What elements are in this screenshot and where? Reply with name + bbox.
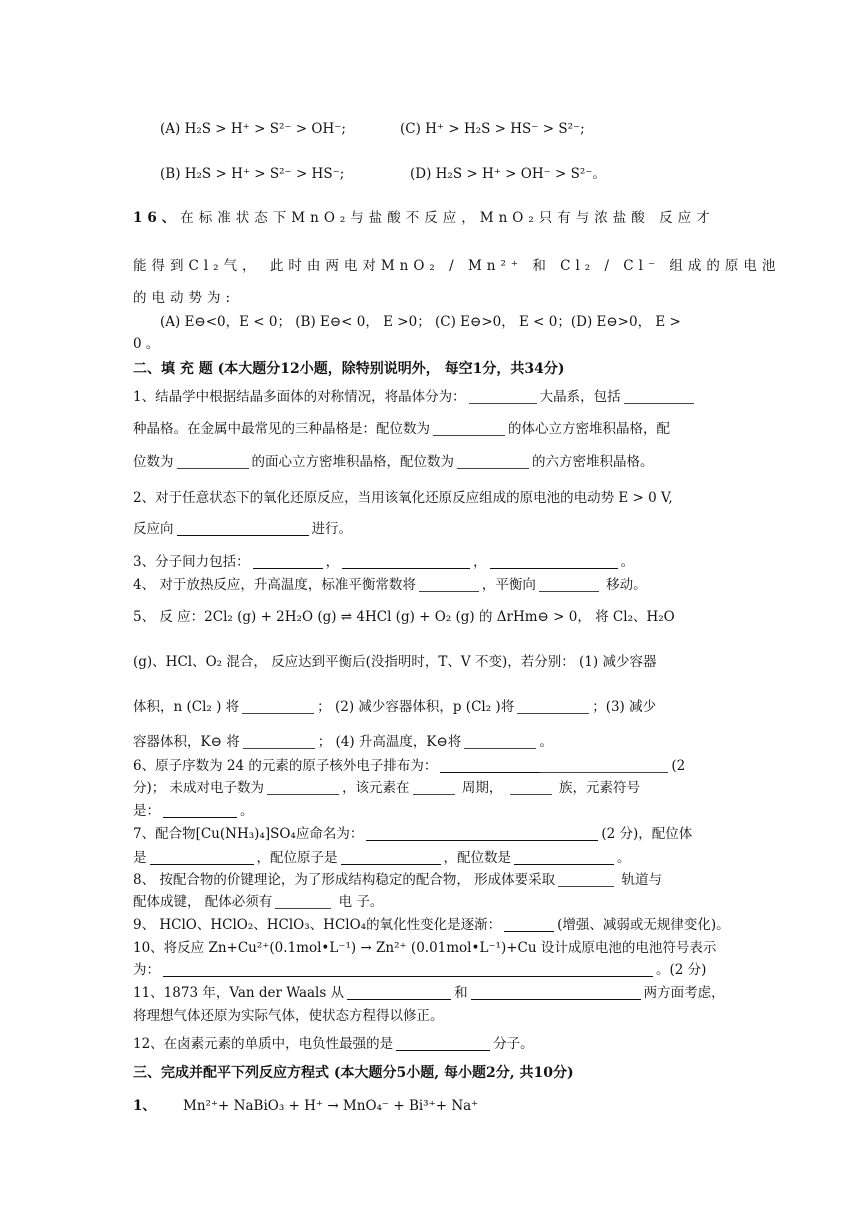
section-2-title: 二、填 充 题 (本大题分12小题，除特别说明外， 每空1分，共34分) [133,361,565,377]
fill-q5-text-c: 体积，n (Cl₂ ) 将 [133,699,240,715]
fill-q4-text-a: 4、 对于放热反应，升高温度，标准平衡常数将 [133,577,416,593]
fill-q7-text-f: 。 [617,850,631,866]
q15-option-a: (A) H₂S > H⁺ > S²⁻ > OH⁻; [160,121,346,137]
fill-q10-text-b: 为： [133,962,160,978]
fill-q9-text-a: 9、 HClO、HClO₂、HClO₃、HClO₄的氧化性变化是逐渐： [133,917,502,933]
fill-q5-blank-4[interactable] [464,734,536,749]
fill-q8-blank-2[interactable] [275,894,331,909]
fill-q3-blank-2[interactable] [342,554,470,569]
fill-q11-blank-2[interactable] [471,985,641,1000]
fill-q12-line [133,1036,765,1054]
fill-q10-line-2 [133,962,765,980]
fill-q10-text-c: 。(2 分) [656,962,707,978]
fill-q11-line-2: 将理想气体还原为实际气体，使状态方程得以修正。 [133,1008,444,1024]
fill-q1-blank-1[interactable] [469,389,537,404]
fill-q1-text-f: 的面心立方密堆积晶格，配位数为 [251,454,454,470]
fill-q5-text-d: ； (2) 减少容器体积，p (Cl₂ )将 [317,699,515,715]
fill-q1-line-2 [133,421,765,439]
fill-q12-text-b: 分子。 [493,1036,534,1052]
fill-q6-blank-5[interactable] [163,803,237,818]
fill-q6-blank-3[interactable] [413,780,455,795]
fill-q1-text-c: 种晶格。在金属中最常见的三种晶格是：配位数为 [133,421,430,437]
fill-q6-text-a: 6、原子序数为 24 的元素的原子核外电子排布为： [133,758,438,774]
fill-q3-end: 。 [620,554,635,570]
section-3-title: 三、完成并配平下列反应方程式 (本大题分5小题, 每小题2分, 共10分) [133,1065,574,1081]
q16-number: 16、 [133,210,181,226]
fill-q8-line-2 [133,894,765,912]
fill-q7-text-b: (2 分)，配位体 [601,826,693,842]
fill-q12-blank[interactable] [396,1036,490,1051]
fill-q3-blank-3[interactable] [490,554,618,569]
fill-q5-blank-3[interactable] [243,734,315,749]
fill-q11-text-b: 和 [454,985,468,1001]
fill-q4-text-c: 移动。 [601,577,647,593]
fill-q5-text-f: 容器体积，K⊖ 将 [133,734,240,750]
q16-line-2: 能得到Cl₂气， 此时由两电对MnO₂ / Mn²⁺ 和 Cl₂ / Cl⁻ 组成的原电池 [133,258,781,274]
fill-q5-blank-1[interactable] [242,699,314,714]
fill-q1-text-b: 大晶系，包括 [539,389,621,405]
fill-q8-text-a: 8、 按配合物的价键理论，为了形成结构稳定的配合物， 形成体要采取 [133,872,556,888]
q16-options-tail: 0 。 [133,336,160,352]
q15-option-b: (B) H₂S > H⁺ > S²⁻ > HS⁻; [160,166,345,182]
fill-q7-line-2 [133,850,765,868]
fill-q8-text-b: 轨道与 [617,872,662,888]
fill-q6-line-2 [133,780,765,798]
fill-q7-blank-1[interactable] [366,826,598,841]
fill-q7-text-d: ，配位原子是 [256,850,338,866]
fill-q6-text-d: ，该元素在 [342,780,410,796]
fill-q6-blank-2[interactable] [267,780,339,795]
fill-q11-line-1 [133,985,765,1003]
fill-q6-line-3 [133,803,765,821]
q16-line-3: 的电动势为: [133,290,236,306]
fill-q1-blank-5[interactable] [457,454,529,469]
fill-q11-text-a: 11、1873 年，Van der Waals 从 [133,985,345,1001]
fill-q5-text-e: ；(3) 减少 [592,699,657,715]
fill-q7-line-1 [133,826,765,844]
fill-q4-blank-1[interactable] [419,577,479,592]
fill-q10-blank[interactable] [163,962,653,977]
fill-q2-text-c: 进行。 [311,521,352,537]
fill-q12-text-a: 12、在卤素元素的单质中，电负性最强的是 [133,1036,394,1052]
fill-q3-text: 3、分子间力包括： [133,554,250,570]
fill-q11-text-c: 两方面考虑， [643,985,725,1001]
fill-q7-text-a: 7、配合物[Cu(NH₃)₄]SO₄应命名为： [133,826,364,842]
fill-q4-line [133,577,765,595]
fill-q7-blank-3[interactable] [341,850,441,865]
fill-q8-text-d: 电 子。 [334,894,384,910]
fill-q2-text-b: 反应向 [133,521,174,537]
fill-q6-text-g: 是： [133,803,160,819]
fill-q10-line-1: 10、将反应 Zn+Cu²⁺(0.1mol•L⁻¹) → Zn²⁺ (0.01mol•L⁻¹)+Cu 设计成原电池的电池符号表示 [133,940,717,956]
fill-q5-line-2: (g)、HCl、O₂ 混合， 反应达到平衡后(没指明时，T、V 不变)，若分别： (1) 减少容器 [133,654,657,670]
fill-q9-text-b: (增强、减弱或无规律变化)。 [557,917,730,933]
fill-q2-blank[interactable] [177,521,309,536]
fill-q2-line-1: 2、对于任意状态下的氧化还原反应，当用该氧化还原反应组成的原电池的电动势 E > 0 V, [133,490,673,506]
section-3-q1-equation: Mn²⁺+ NaBiO₃ + H⁺ → MnO₄⁻ + Bi³⁺+ Na⁺ [183,1098,479,1114]
fill-q1-blank-3[interactable] [433,421,505,436]
fill-q7-text-c: 是 [133,850,147,866]
fill-q2-line-2 [133,521,765,539]
fill-q1-line-3 [133,454,765,472]
fill-q4-text-b: ，平衡向 [481,577,536,593]
fill-q1-blank-4[interactable] [177,454,249,469]
fill-q8-line-1 [133,872,765,890]
fill-q5-text-h: 。 [539,734,553,750]
fill-q7-blank-4[interactable] [514,850,614,865]
fill-q11-blank-1[interactable] [347,985,451,1000]
fill-q1-text-e: 位数为 [133,454,174,470]
fill-q8-blank-1[interactable] [558,872,614,887]
q15-option-c: (C) H⁺ > H₂S > HS⁻ > S²⁻; [400,121,585,137]
fill-q5-blank-2[interactable] [517,699,589,714]
fill-q6-text-h: 。 [240,803,254,819]
fill-q1-text-d: 的体心立方密堆积晶格，配 [508,421,670,437]
fill-q6-blank-4[interactable] [510,780,552,795]
fill-q8-text-c: 配体成键， 配体必须有 [133,894,273,910]
fill-q1-line-1 [133,389,765,407]
section-3-q1-number: 1、 [133,1098,156,1114]
fill-q7-blank-2[interactable] [150,850,254,865]
q15-option-d: (D) H₂S > H⁺ > OH⁻ > S²⁻。 [410,166,606,182]
q15-option-row-2 [160,166,765,184]
fill-q6-blank-1a[interactable] [440,758,540,773]
q16-text-1: 在标准状态下MnO₂与盐酸不反应，MnO₂只有与浓盐酸 反应才 [180,210,715,226]
fill-q6-blank-1b[interactable] [540,758,668,773]
fill-q3-blank-1[interactable] [253,554,323,569]
fill-q4-blank-2[interactable] [539,577,599,592]
q15-option-row-1 [160,121,765,139]
fill-q5-line-1: 5、 反 应：2Cl₂ (g) + 2H₂O (g) ⇌ 4HCl (g) + O₂ (g) 的 ΔrHm⊖ > 0， 将 Cl₂、H₂O [133,609,675,625]
fill-q5-line-3 [133,699,765,717]
fill-q3-sep-1: ， [325,554,340,570]
q16-options: (A) E⊖<0，E < 0； (B) E⊖< 0， E >0； (C) E⊖>0， E < 0；(D) E⊖>0， E > [160,314,681,330]
section-3-q1 [133,1098,765,1116]
fill-q6-text-f: 族，元素符号 [554,780,640,796]
fill-q6-text-b: (2 [671,758,686,774]
fill-q3-line [133,554,765,572]
fill-q6-line-1 [133,758,765,776]
q16-line-1 [133,210,765,228]
fill-q1-blank-2[interactable] [624,389,694,404]
fill-q3-sep-2: ， [473,554,487,570]
fill-q6-text-e: 周期， [457,780,507,796]
fill-q9-blank[interactable] [504,917,554,932]
fill-q1-text-a: 1、结晶学中根据结晶多面体的对称情况，将晶体分为： [133,389,466,405]
fill-q9-line [133,917,765,935]
fill-q5-text-g: ； (4) 升高温度，K⊖将 [317,734,462,750]
fill-q6-text-c: 分)； 未成对电子数为 [133,780,265,796]
fill-q7-text-e: ，配位数是 [443,850,511,866]
fill-q1-text-g: 的六方密堆积晶格。 [532,454,654,470]
fill-q5-line-4 [133,734,765,752]
